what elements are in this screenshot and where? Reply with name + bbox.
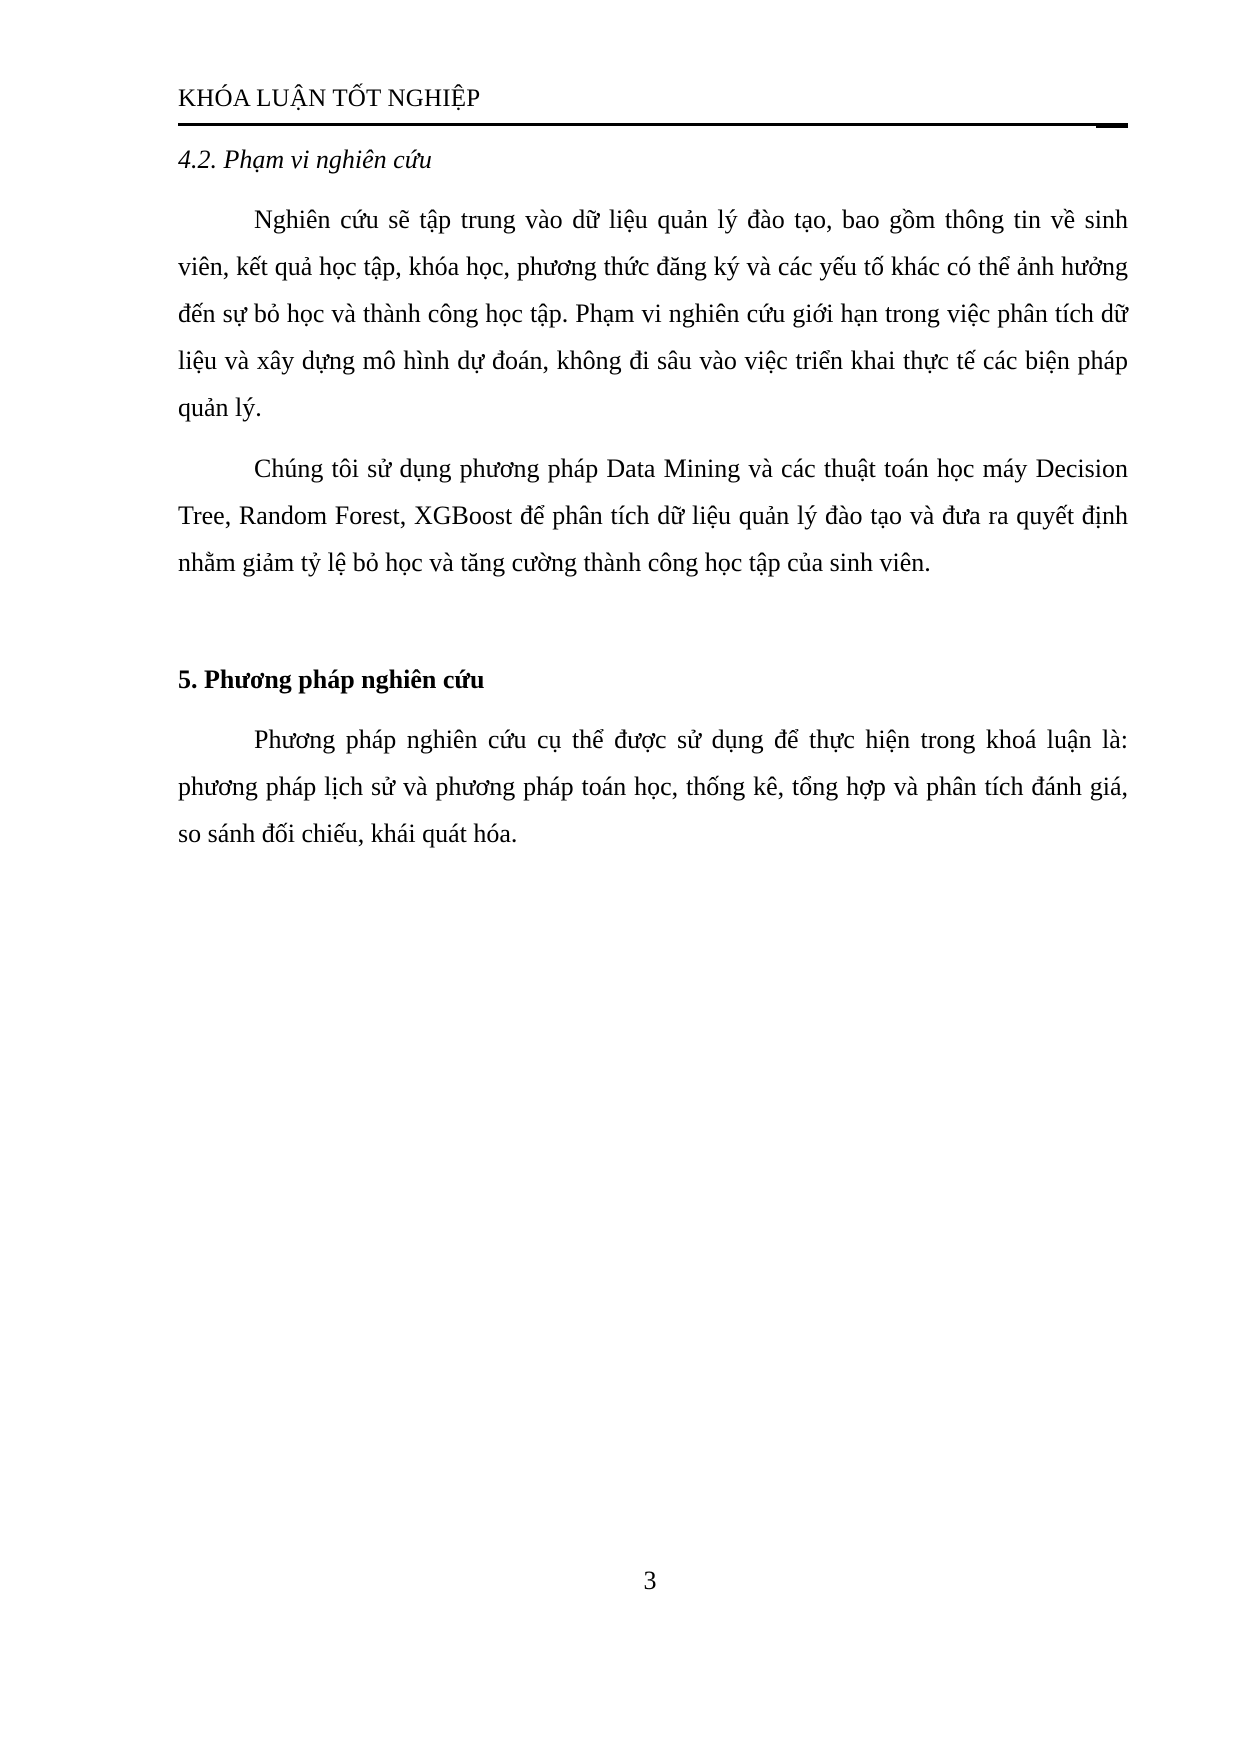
section-4-2-paragraph-1: Nghiên cứu sẽ tập trung vào dữ liệu quản lý đào tạo, bao gồm thông tin về sinh viên, kết quả học tập, khóa học, phương thức đăng ký và các yếu tố khác có thể ảnh hưởng đến sự bỏ học và thành công học tập. Phạm vi nghiên cứu giới hạn trong việc phân tích dữ liệu và xây dựng mô hình dự đoán, không đi sâu vào việc triển khai thực tế các biện pháp quản lý. [178, 205, 1128, 422]
page-number: 3 [643, 1566, 657, 1595]
section-5-paragraph-1: Phương pháp nghiên cứu cụ thể được sử dụng để thực hiện trong khoá luận là: phương pháp lịch sử và phương pháp toán học, thống kê, tổng hợp và phân tích đánh giá, so sánh đối chiếu, khái quát hóa. [178, 725, 1128, 848]
running-header-title: KHÓA LUẬN TỐT NGHIỆP [178, 85, 481, 112]
section-4-2-heading: 4.2. Phạm vi nghiên cứu [178, 145, 432, 174]
header-rule [178, 123, 1128, 126]
section-5-heading: 5. Phương pháp nghiên cứu [178, 665, 485, 694]
section-4-2-paragraph-2: Chúng tôi sử dụng phương pháp Data Mining và các thuật toán học máy Decision Tree, Random Forest, XGBoost để phân tích dữ liệu quản lý đào tạo và đưa ra quyết định nhằm giảm tỷ lệ bỏ học và tăng cường thành công học tập của sinh viên. [178, 454, 1128, 577]
header-rule-end [1096, 124, 1128, 128]
